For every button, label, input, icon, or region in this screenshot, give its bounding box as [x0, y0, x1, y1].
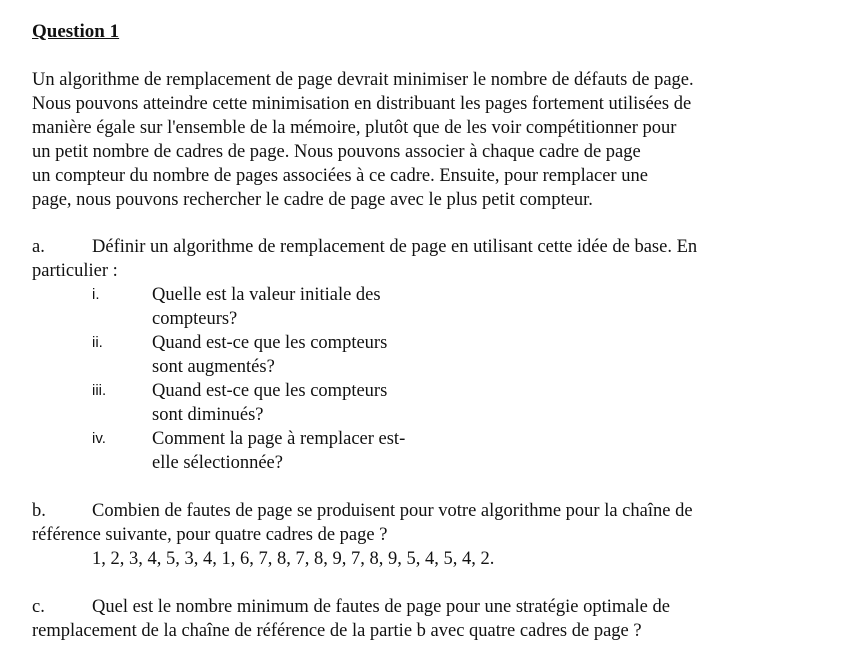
part-c-label: c.	[32, 597, 45, 617]
part-b-label: b.	[32, 501, 46, 521]
part-b-text: Combien de fautes de page se produisent pour votre algorithme pour la chaîne de	[92, 501, 693, 521]
subitem-text: Quand est-ce que les compteurs	[152, 381, 388, 401]
subitem-text: Quelle est la valeur initiale des	[152, 285, 381, 305]
part-c-text: Quel est le nombre minimum de fautes de page pour une stratégie optimale de	[92, 597, 670, 617]
subitem-numeral: iv.	[92, 430, 106, 447]
subitem-numeral: i.	[92, 286, 100, 303]
intro-line: un petit nombre de cadres de page. Nous pouvons associer à chaque cadre de page	[32, 142, 641, 162]
part-a-text: particulier :	[32, 261, 118, 281]
part-c-text: remplacement de la chaîne de référence de la partie b avec quatre cadres de page ?	[32, 621, 642, 641]
subitem-text: Quand est-ce que les compteurs	[152, 333, 388, 353]
intro-line: manière égale sur l'ensemble de la mémoire, plutôt que de les voir compétitionner pour	[32, 118, 677, 138]
subitem-numeral: ii.	[92, 334, 103, 351]
intro-line: page, nous pouvons rechercher le cadre de page avec le plus petit compteur.	[32, 190, 593, 210]
reference-sequence: 1, 2, 3, 4, 5, 3, 4, 1, 6, 7, 8, 7, 8, 9, 7, 8, 9, 5, 4, 5, 4, 2.	[92, 549, 495, 569]
intro-line: Un algorithme de remplacement de page devrait minimiser le nombre de défauts de page.	[32, 70, 694, 90]
subitem-text: sont augmentés?	[152, 357, 275, 377]
subitem-text: Comment la page à remplacer est-	[152, 429, 406, 449]
intro-line: Nous pouvons atteindre cette minimisation en distribuant les pages fortement utilisées de	[32, 94, 692, 114]
part-a-label: a.	[32, 237, 45, 257]
question-title: Question 1	[32, 21, 120, 42]
subitem-numeral: iii.	[92, 382, 107, 399]
part-b-text: référence suivante, pour quatre cadres de page ?	[32, 525, 388, 545]
subitem-text: elle sélectionnée?	[152, 453, 283, 473]
subitem-text: compteurs?	[152, 309, 238, 329]
intro-line: un compteur du nombre de pages associées à ce cadre. Ensuite, pour remplacer une	[32, 166, 648, 186]
subitem-text: sont diminués?	[152, 405, 264, 425]
part-a-text: Définir un algorithme de remplacement de page en utilisant cette idée de base. En	[92, 237, 698, 257]
